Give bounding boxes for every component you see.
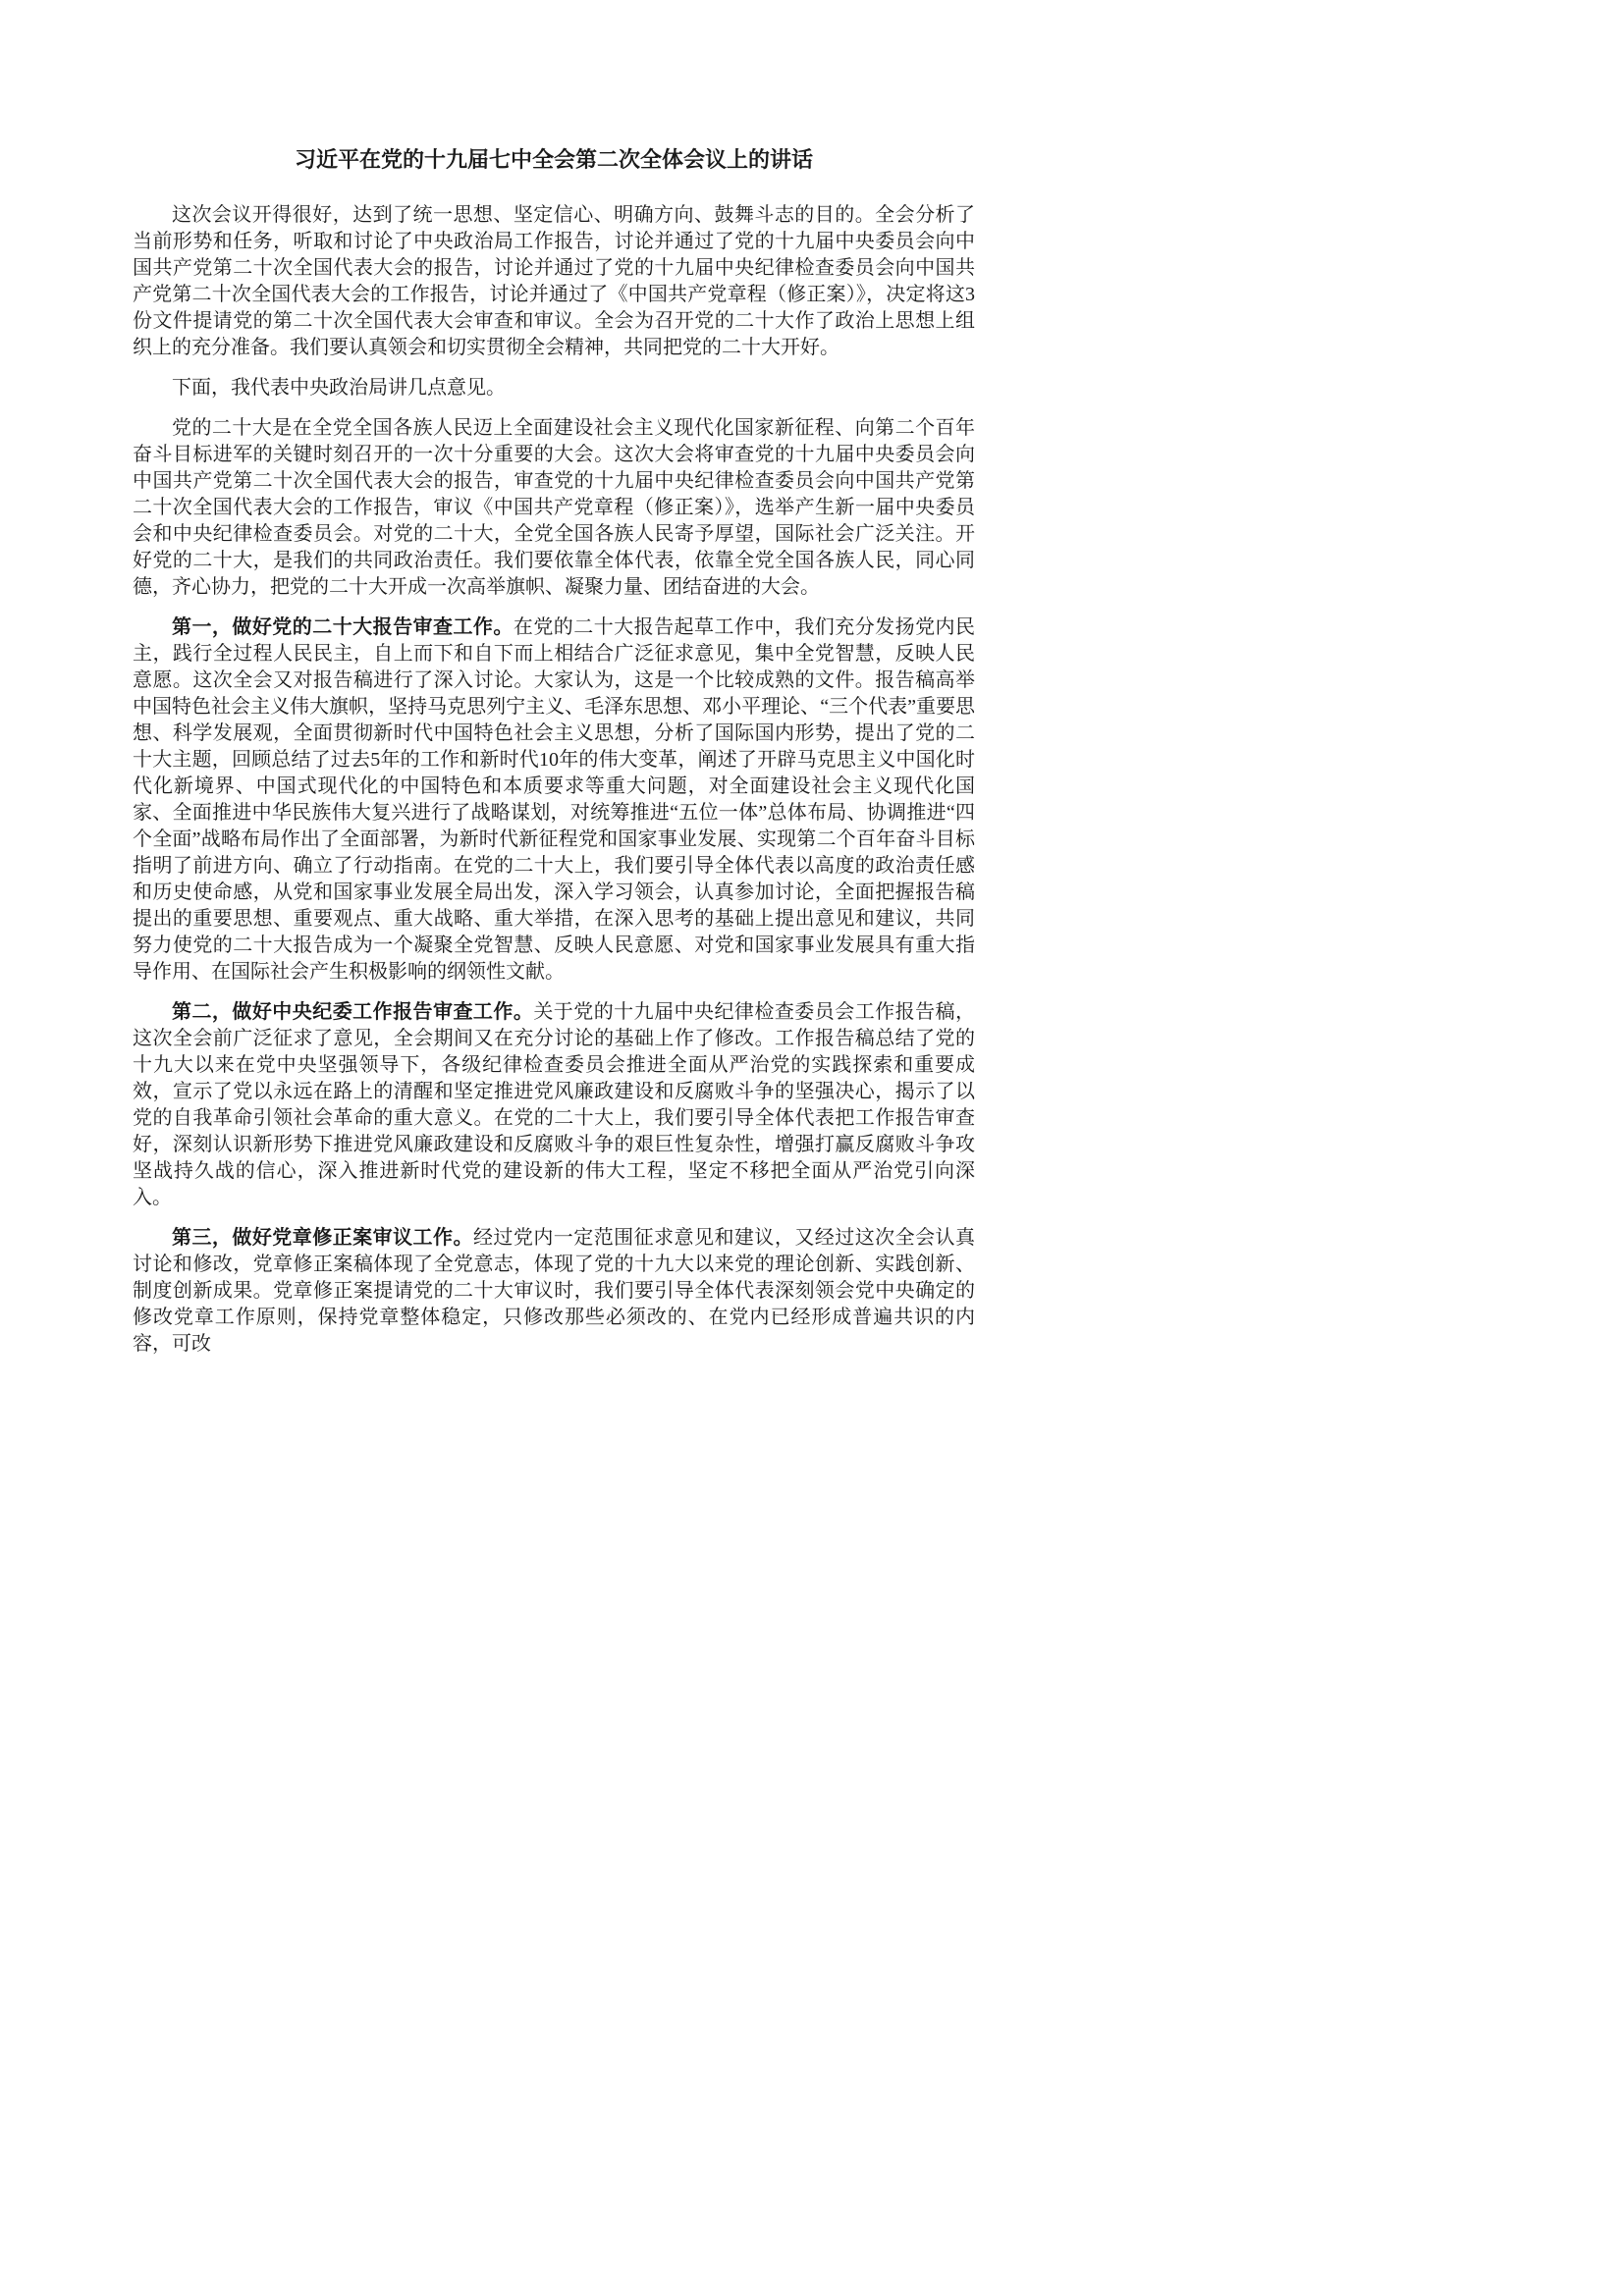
paragraph-text: 党的二十大是在全党全国各族人民迈上全面建设社会主义现代化国家新征程、向第二个百年奋斗目标进军的关键时刻召开的一次十分重要的大会。这次大会将审查党的十九届中央委员会向中国共产党第二十次全国代表大会的报告，审查党的十九届中央纪律检查委员会向中国共产党第二十次全国代表大会的工作报告，审议《中国共产党章程（修正案）》，选举产生新一届中央委员会和中央纪律检查委员会。对党的二十大，全党全国各族人民寄予厚望，国际社会广泛关注。开好党的二十大，是我们的共同政治责任。我们要依靠全体代表，依靠全党全国各族人民，同心同德，齐心协力，把党的二十大开成一次高举旗帜、凝聚力量、团结奋进的大会。 [133,417,975,598]
paragraph [133,202,975,361]
paragraph [133,614,975,986]
paragraph-lead: 第三，做好党章修正案审议工作。 [172,1227,473,1249]
paragraph-text: 在党的二十大报告起草工作中，我们充分发扬党内民主，践行全过程人民民主，自上而下和自下而上相结合广泛征求意见，集中全党智慧，反映人民意愿。这次全会又对报告稿进行了深入讨论。大家认为，这是一个比较成熟的文件。报告稿高举中国特色社会主义伟大旗帜，坚持马克思列宁主义、毛泽东思想、邓小平理论、“三个代表”重要思想、科学发展观，全面贯彻新时代中国特色社会主义思想，分析了国际国内形势，提出了党的二十大主题，回顾总结了过去5年的工作和新时代10年的伟大变革，阐述了开辟马克思主义中国化时代化新境界、中国式现代化的中国特色和本质要求等重大问题，对全面建设社会主义现代化国家、全面推进中华民族伟大复兴进行了战略谋划，对统筹推进“五位一体”总体布局、协调推进“四个全面”战略布局作出了全面部署，为新时代新征程党和国家事业发展、实现第二个百年奋斗目标指明了前进方向、确立了行动指南。在党的二十大上，我们要引导全体代表以高度的政治责任感和历史使命感，从党和国家事业发展全局出发，深入学习领会，认真参加讨论，全面把握报告稿提出的重要思想、重要观点、重大战略、重大举措，在深入思考的基础上提出意见和建议，共同努力使党的二十大报告成为一个凝聚全党智慧、反映人民意愿、对党和国家事业发展具有重大指导作用、在国际社会产生积极影响的纲领性文献。 [133,616,976,983]
paragraph-text: 关于党的十九届中央纪律检查委员会工作报告稿，这次全会前广泛征求了意见，全会期间又在充分讨论的基础上作了修改。工作报告稿总结了党的十九大以来在党中央坚强领导下，各级纪律检查委员会推进全面从严治党的实践探索和重要成效，宣示了党以永远在路上的清醒和坚定推进党风廉政建设和反腐败斗争的坚强决心，揭示了以党的自我革命引领社会革命的重大意义。在党的二十大上，我们要引导全体代表把工作报告审查好，深刻认识新形势下推进党风廉政建设和反腐败斗争的艰巨性复杂性，增强打赢反腐败斗争攻坚战持久战的信心，深入推进新时代党的建设新的伟大工程，坚定不移把全面从严治党引向深入。 [133,1001,976,1208]
document-title: 习近平在党的十九届七中全会第二次全体会议上的讲话 [294,147,813,172]
paragraph-lead: 第一，做好党的二十大报告审查工作。 [172,616,514,638]
paragraph [133,375,975,401]
paragraph-text: 下面，我代表中央政治局讲几点意见。 [172,377,506,399]
paragraph-text: 经过党内一定范围征求意见和建议，又经过这次全会认真讨论和修改，党章修正案稿体现了全党意志，体现了党的十九大以来党的理论创新、实践创新、制度创新成果。党章修正案提请党的二十大审议时，我们要引导全体代表深刻领会党中央确定的修改党章工作原则，保持党章整体稳定，只修改那些必须改的、在党内已经形成普遍共识的内容，可改 [133,1227,976,1355]
paragraph-lead: 第二，做好中央纪委工作报告审查工作。 [172,1001,534,1023]
paragraph [133,415,975,601]
paragraph [133,999,975,1211]
paragraph [133,1225,975,1358]
document-content [133,145,975,1371]
paragraph-text: 这次会议开得很好，达到了统一思想、坚定信心、明确方向、鼓舞斗志的目的。全会分析了当前形势和任务，听取和讨论了中央政治局工作报告，讨论并通过了党的十九届中央委员会向中国共产党第二十次全国代表大会的报告，讨论并通过了党的十九届中央纪律检查委员会向中国共产党第二十次全国代表大会的工作报告，讨论并通过了《中国共产党章程（修正案）》，决定将这3份文件提请党的第二十次全国代表大会审查和审议。全会为召开党的二十大作了政治上思想上组织上的充分准备。我们要认真领会和切实贯彻全会精神，共同把党的二十大开好。 [133,204,975,358]
